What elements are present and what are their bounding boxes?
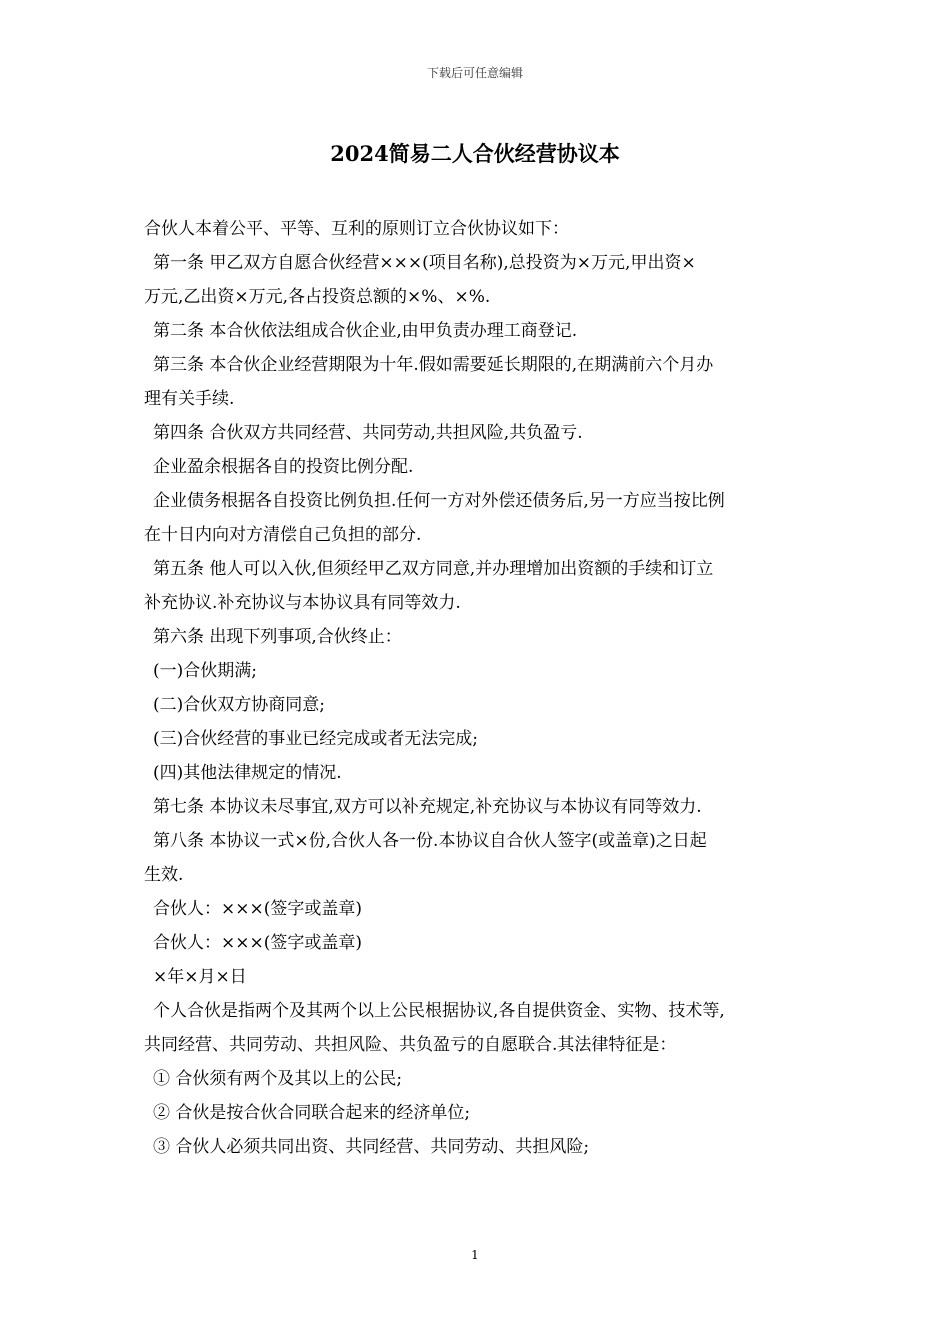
body-line: 合伙人本着公平、平等、互利的原则订立合伙协议如下：: [144, 219, 569, 239]
header-note: 下载后可任意编辑: [426, 66, 523, 80]
body-line: 企业债务根据各自投资比例负担.任何一方对外偿还债务后,另一方应当按比例: [153, 491, 725, 511]
body-line: 第三条 本合伙企业经营期限为十年.假如需要延长期限的,在期满前六个月办: [153, 355, 714, 375]
page-number: 1: [471, 1248, 479, 1262]
body-line: 个人合伙是指两个及其两个以上公民根据协议,各自提供资金、实物、技术等,: [153, 1001, 725, 1021]
body-line: 第四条 合伙双方共同经营、共同劳动,共担风险,共负盈亏.: [153, 423, 583, 443]
body-line: (三)合伙经营的事业已经完成或者无法完成;: [153, 729, 478, 749]
body-line: 合伙人：×××(签字或盖章): [153, 899, 362, 919]
body-line: 第一条 甲乙双方自愿合伙经营×××(项目名称),总投资为×万元,甲出资×: [153, 253, 696, 273]
body-line: 合伙人：×××(签字或盖章): [153, 933, 362, 953]
body-line: 第六条 出现下列事项,合伙终止：: [153, 627, 402, 647]
body-line: (四)其他法律规定的情况.: [153, 763, 342, 783]
body-line: ② 合伙是按合伙合同联合起来的经济单位;: [153, 1103, 471, 1123]
body-line: 第五条 他人可以入伙,但须经甲乙双方同意,并办理增加出资额的手续和订立: [153, 559, 714, 579]
body-line: ③ 合伙人必须共同出资、共同经营、共同劳动、共担风险;: [153, 1137, 590, 1157]
body-line: 第二条 本合伙依法组成合伙企业,由甲负责办理工商登记.: [153, 321, 578, 341]
body-line: (一)合伙期满;: [153, 661, 257, 681]
body-line: 共同经营、共同劳动、共担风险、共负盈亏的自愿联合.其法律特征是：: [144, 1035, 677, 1055]
body-line: 补充协议.补充协议与本协议具有同等效力.: [144, 593, 461, 613]
body-line: 万元,乙出资×万元,各占投资总额的×%、×%.: [144, 287, 491, 307]
body-line: (二)合伙双方协商同意;: [153, 695, 325, 715]
body-line: 第七条 本协议未尽事宜,双方可以补充规定,补充协议与本协议有同等效力.: [153, 797, 702, 817]
body-line: 企业盈余根据各自的投资比例分配.: [153, 457, 414, 477]
body-line: 在十日内向对方清偿自己负担的部分.: [144, 525, 422, 545]
body-line: 第八条 本协议一式×份,合伙人各一份.本协议自合伙人签字(或盖章)之日起: [153, 831, 707, 851]
body-line: ① 合伙须有两个及其以上的公民;: [153, 1069, 403, 1089]
body-line: ×年×月×日: [153, 967, 247, 987]
document-body: [144, 212, 808, 1164]
body-line: 理有关手续.: [144, 389, 235, 409]
body-line: 生效.: [144, 865, 184, 885]
document-title: 2024简易二人合伙经营协议本: [330, 141, 620, 166]
